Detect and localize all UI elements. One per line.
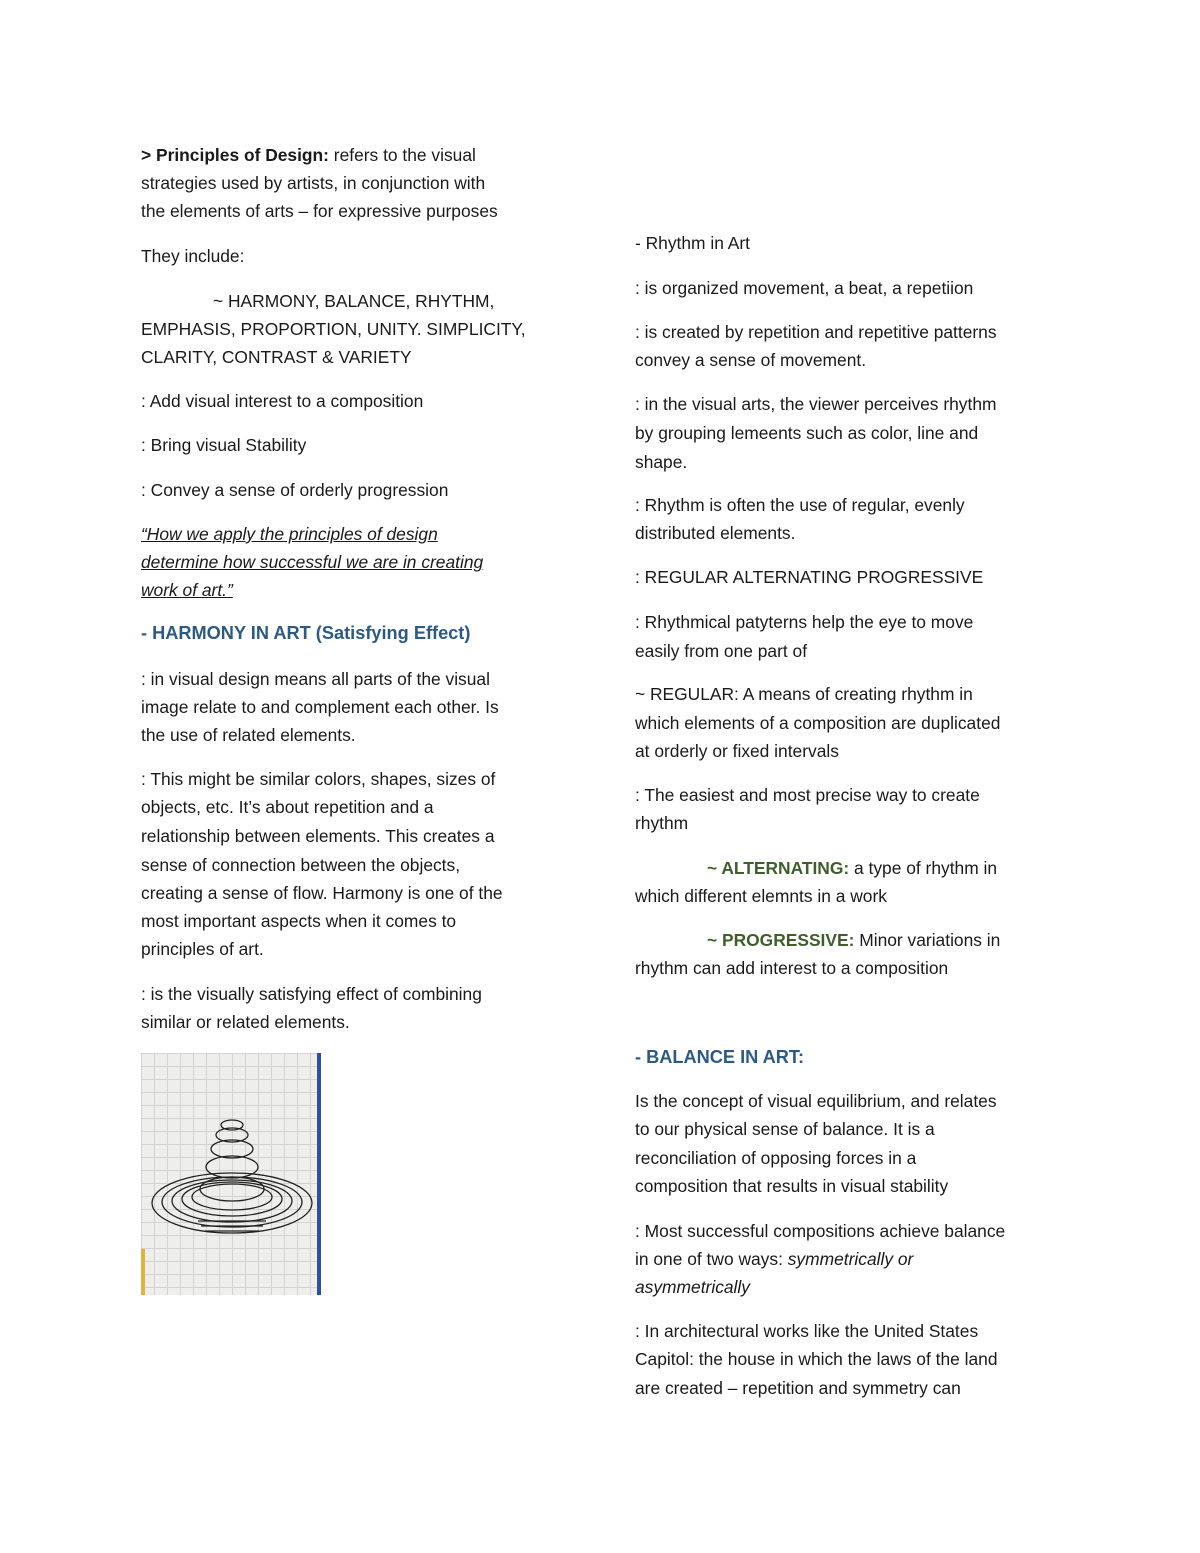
principles-title: > Principles of Design: xyxy=(141,145,329,165)
balance-p2-line-3: asymmetrically xyxy=(635,1277,750,1297)
they-include: They include: xyxy=(141,246,245,266)
stacked-stones-ripples-icon xyxy=(141,1053,321,1295)
rhythm-p3-line-2: by grouping lemeents such as color, line and xyxy=(635,423,979,443)
progressive-line-2: rhythm can add interest to a composition xyxy=(635,958,949,978)
regular-line-2: which elements of a composition are duplicated xyxy=(635,713,1001,733)
balance-p1-line-1: Is the concept of visual equilibrium, and relates xyxy=(635,1091,997,1111)
balance-p3-line-2: Capitol: the house in which the laws of the land xyxy=(635,1349,998,1369)
harmony-p2-line-2: objects, etc. It’s about repetition and a xyxy=(141,797,434,817)
rhythm-p2-line-1: : is created by repetition and repetitive patterns xyxy=(635,322,997,342)
rhythm-p4-line-2: distributed elements. xyxy=(635,523,796,543)
alternating-line-1: ~ ALTERNATING: a type of rhythm in xyxy=(707,858,998,878)
balance-p1-line-2: to our physical sense of balance. It is a xyxy=(635,1119,935,1139)
rhythm-p6-line-1: : Rhythmical patyterns help the eye to move xyxy=(635,612,974,632)
rhythm-p8-line-1: : The easiest and most precise way to create xyxy=(635,785,980,805)
rhythm-p1: : is organized movement, a beat, a repetiion xyxy=(635,278,974,298)
principles-list-line-3: CLARITY, CONTRAST & VARIETY xyxy=(141,347,412,367)
quote-line-3: work of art.” xyxy=(141,580,233,600)
harmony-p3-line-1: : is the visually satisfying effect of combining xyxy=(141,984,482,1004)
balance-heading: - BALANCE IN ART: xyxy=(635,1047,805,1067)
intro-line-2: strategies used by artists, in conjunction with xyxy=(141,173,486,193)
harmony-illustration xyxy=(141,1053,321,1295)
principles-list-line-2: EMPHASIS, PROPORTION, UNITY. SIMPLICITY, xyxy=(141,319,526,339)
bullet-visual-stability: : Bring visual Stability xyxy=(141,435,307,455)
quote-line-2: determine how successful we are in creating xyxy=(141,552,484,572)
rhythm-p6-line-2: easily from one part of xyxy=(635,641,808,661)
rhythm-heading: - Rhythm in Art xyxy=(635,233,751,253)
progressive-label: ~ PROGRESSIVE: xyxy=(707,930,855,950)
harmony-p1-line-1: : in visual design means all parts of the visual xyxy=(141,669,490,689)
intro-line-3: the elements of arts – for expressive purposes xyxy=(141,201,498,221)
balance-p3-line-1: : In architectural works like the United States xyxy=(635,1321,979,1341)
harmony-p2-line-7: principles of art. xyxy=(141,939,264,959)
bullet-visual-interest: : Add visual interest to a composition xyxy=(141,391,424,411)
regular-line-1: ~ REGULAR: A means of creating rhythm in xyxy=(635,684,973,704)
balance-p2-line-2: in one of two ways: symmetrically or xyxy=(635,1249,914,1269)
progressive-line-1: ~ PROGRESSIVE: Minor variations in xyxy=(707,930,1001,950)
balance-p3-line-3: are created – repetition and symmetry can xyxy=(635,1378,961,1398)
harmony-p1-line-2: image relate to and complement each other. Is xyxy=(141,697,499,717)
rhythm-p2-line-2: convey a sense of movement. xyxy=(635,350,867,370)
intro-line-1: > Principles of Design: refers to the visual xyxy=(141,145,476,165)
harmony-heading: - HARMONY IN ART (Satisfying Effect) xyxy=(141,623,471,643)
balance-p1-line-4: composition that results in visual stability xyxy=(635,1176,949,1196)
harmony-p3-line-2: similar or related elements. xyxy=(141,1012,350,1032)
bullet-orderly-progression: : Convey a sense of orderly progression xyxy=(141,480,449,500)
harmony-p1-line-3: the use of related elements. xyxy=(141,725,356,745)
harmony-p2-line-3: relationship between elements. This creates a xyxy=(141,826,495,846)
rhythm-p4-line-1: : Rhythm is often the use of regular, evenly xyxy=(635,495,965,515)
principles-list-line-1: ~ HARMONY, BALANCE, RHYTHM, xyxy=(213,291,495,311)
rhythm-p3-line-1: : in the visual arts, the viewer perceives rhythm xyxy=(635,394,997,414)
alternating-line-2: which different elemnts in a work xyxy=(635,886,887,906)
alternating-label: ~ ALTERNATING: xyxy=(707,858,850,878)
rhythm-p8-line-2: rhythm xyxy=(635,813,689,833)
harmony-p2-line-4: sense of connection between the objects, xyxy=(141,855,461,875)
balance-p1-line-3: reconciliation of opposing forces in a xyxy=(635,1148,917,1168)
harmony-p2-line-1: : This might be similar colors, shapes, sizes of xyxy=(141,769,496,789)
harmony-p2-line-5: creating a sense of flow. Harmony is one of the xyxy=(141,883,503,903)
balance-p2-line-1: : Most successful compositions achieve balance xyxy=(635,1221,1006,1241)
rhythm-p3-line-3: shape. xyxy=(635,452,688,472)
quote-line-1: “How we apply the principles of design xyxy=(141,524,438,544)
regular-line-3: at orderly or fixed intervals xyxy=(635,741,839,761)
rhythm-types: : REGULAR ALTERNATING PROGRESSIVE xyxy=(635,567,984,587)
harmony-p2-line-6: most important aspects when it comes to xyxy=(141,911,457,931)
